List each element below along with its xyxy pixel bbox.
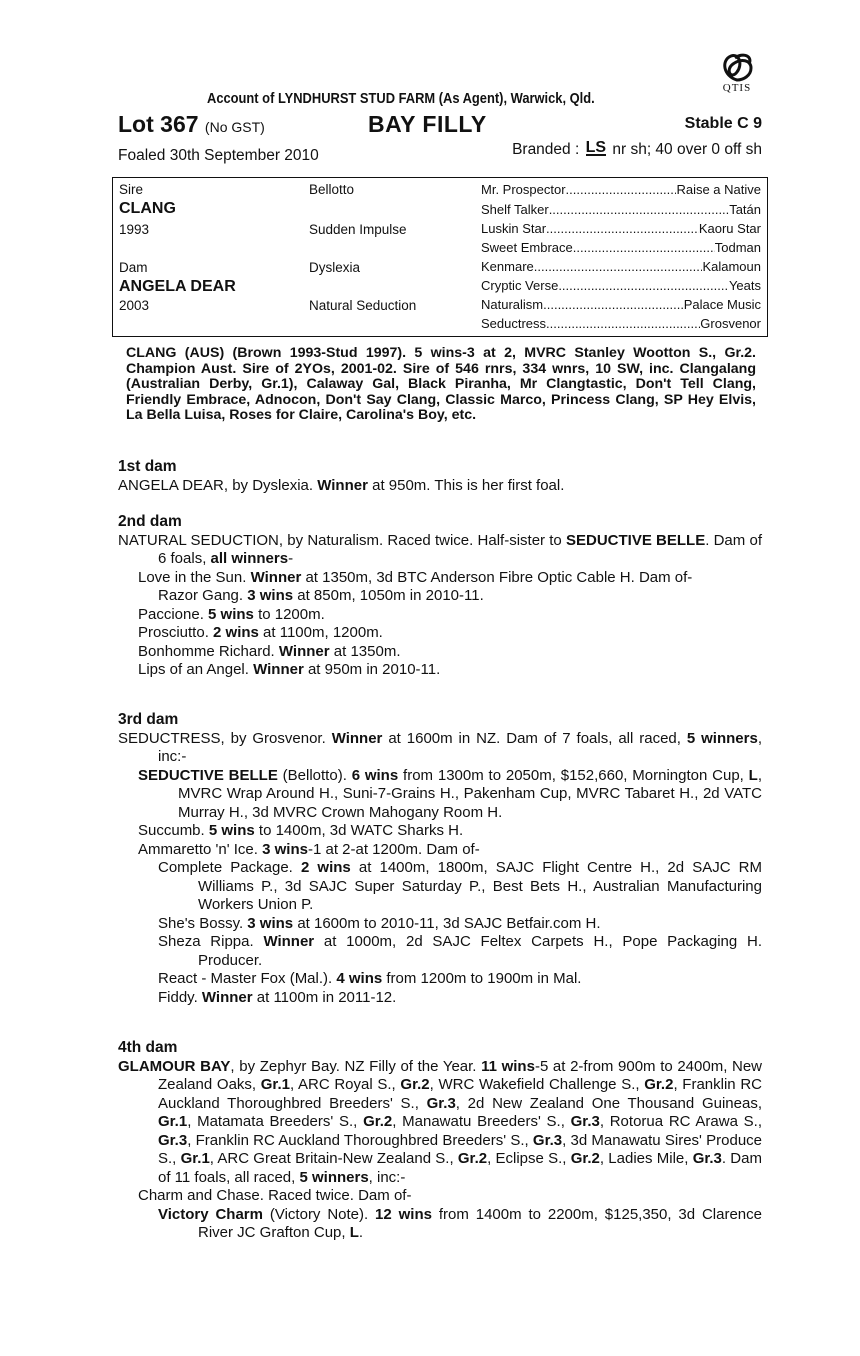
grandparent-row: [481, 316, 761, 331]
qtis-logo-text: QTIS: [722, 82, 752, 94]
section-heading: 2nd dam: [118, 513, 182, 530]
leader-dots: [534, 259, 703, 274]
progeny-entry: Lips of an Angel. Winner at 950m in 2010-11.: [138, 661, 441, 678]
grandparent-dam: Grosvenor: [700, 316, 761, 331]
grandparent-dam: Kaoru Star: [698, 221, 761, 236]
leader-dots: [549, 202, 730, 217]
progeny-entry: SEDUCTIVE BELLE (Bellotto). 6 wins from 1300m to 2050m, $152,660, Mornington Cup, L, MVRC Wrap Around H., Suni-7-Grains H., Pakenham Cup, MVRC Tabaret H., 2d VATC Murray H., 3d MVRC Crown Mahogany Room H.: [138, 766, 762, 821]
section-heading: 4th dam: [118, 1039, 178, 1056]
progeny-entry: Razor Gang. 3 wins at 850m, 1050m in 2010-11.: [158, 587, 484, 604]
leader-dots: [566, 182, 677, 197]
progeny-entry: Complete Package. 2 wins at 1400m, 1800m, SAJC Flight Centre H., 2d SAJC RM Williams P., 3d SAJC Super Saturday P., Best Bets H., Australian Manufacturing Workers Union P.: [158, 859, 762, 913]
grandparent-row: [481, 202, 761, 217]
leader-dots: [573, 240, 715, 255]
grandparent-sire: Cryptic Verse: [481, 278, 559, 293]
gst-note: (No GST): [204, 119, 265, 135]
third-dam-text: SEDUCTRESS, by Grosvenor. Winner at 1600m in NZ. Dam of 7 foals, all raced, 5 winners, inc:-: [118, 729, 762, 765]
vendor-account: Account of LYNDHURST STUD FARM (As Agent), Warwick, Qld.: [207, 90, 595, 107]
grandparent-dam: Palace Music: [683, 297, 761, 312]
progeny-entry: Prosciutto. 2 wins at 1100m, 1200m.: [138, 624, 383, 641]
lot-label: Lot 367: [118, 111, 199, 137]
dam-sire: Dyslexia: [309, 260, 361, 275]
fourth-dam-section: [118, 1039, 762, 1243]
sire-name: CLANG: [119, 200, 176, 217]
second-dam-section: [118, 513, 762, 680]
grandparent-row: [481, 221, 761, 236]
progeny-entry: React - Master Fox (Mal.). 4 wins from 1200m to 1900m in Mal.: [158, 970, 582, 987]
progeny-entry: Charm and Chase. Raced twice. Dam of-: [138, 1187, 412, 1204]
grandparent-row: [481, 278, 761, 293]
first-dam-text: ANGELA DEAR, by Dyslexia. Winner at 950m. This is her first foal.: [118, 476, 565, 494]
third-dam-section: [118, 711, 762, 1007]
section-heading: 3rd dam: [118, 711, 179, 728]
grandparent-sire: Seductress: [481, 316, 547, 331]
second-dam-text: NATURAL SEDUCTION, by Naturalism. Raced twice. Half-sister to SEDUCTIVE BELLE. Dam of 6 foals, all winners-: [118, 531, 762, 567]
grandparent-row: [481, 297, 761, 312]
grandparent-dam: Todman: [714, 240, 761, 255]
lot-header: [118, 111, 762, 141]
leader-dots: [546, 316, 700, 331]
lot-number: [118, 111, 265, 138]
stable-location: Stable C 9: [684, 115, 762, 132]
grandparent-sire: Naturalism: [481, 297, 544, 312]
progeny-entry: Succumb. 5 wins to 1400m, 3d WATC Sharks H.: [138, 822, 464, 839]
sire-year: 1993: [119, 222, 150, 237]
pedigree-table: [112, 177, 768, 337]
dam-label: Dam: [119, 260, 148, 275]
qtis-logo: [712, 50, 762, 94]
sire-label: Sire: [119, 182, 144, 197]
progeny-entry: She's Bossy. 3 wins at 1600m to 2010-11, 3d SAJC Betfair.com H.: [158, 914, 601, 932]
leader-dots: [558, 278, 729, 293]
leader-dots: [546, 221, 699, 236]
progeny-entry: Bonhomme Richard. Winner at 1350m.: [138, 642, 401, 660]
grandparent-dam: Raise a Native: [676, 182, 761, 197]
leader-dots: [543, 297, 684, 312]
section-heading: 1st dam: [118, 458, 177, 475]
progeny-entry: Sheza Rippa. Winner at 1000m, 2d SAJC Feltex Carpets H., Pope Packaging H. Producer.: [158, 933, 762, 969]
grandparent-row: [481, 240, 761, 255]
dam-year: 2003: [119, 298, 150, 313]
branded-prefix: Branded :: [512, 141, 580, 158]
sire-sire: Bellotto: [309, 182, 355, 197]
foaled-date: Foaled 30th September 2010: [118, 147, 319, 164]
brand-info: [512, 141, 762, 159]
first-dam-section: [118, 458, 762, 495]
dam-dam: Natural Seduction: [309, 298, 417, 313]
brand-mark: LS: [585, 139, 607, 156]
grandparent-row: [481, 259, 761, 274]
grandparent-dam: Yeats: [728, 278, 761, 293]
sire-summary: CLANG (AUS) (Brown 1993-Stud 1997). 5 wins-3 at 2, MVRC Stanley Wootton S., Gr.2. Champion Aust. Sire of 2YOs, 2001-02. Sire of 546 rnrs, 334 wnrs, 10 SW, inc. Clangalang (Australian Derby, Gr.1), Calaway Gal, Black Piranha, Mr Clangtastic, Don't Tell Clang, Friendly Embrace, Adnocon, Don't Say Clang, Classic Marco, Princess Clang, SP Hey Elvis, La Bella Luisa, Roses for Claire, Carolina's Boy, etc.: [126, 345, 756, 423]
dam-name: ANGELA DEAR: [119, 278, 236, 295]
grandparent-row: [481, 182, 761, 197]
lot-title: BAY FILLY: [368, 111, 487, 137]
grandparent-dam: Tatán: [729, 202, 761, 217]
grandparent-sire: Sweet Embrace: [481, 240, 573, 255]
grandparent-sire: Luskin Star: [481, 221, 547, 236]
fourth-dam-text: GLAMOUR BAY, by Zephyr Bay. NZ Filly of the Year. 11 wins-5 at 2-from 900m to 2400m, New Zealand Oaks, Gr.1, ARC Royal S., Gr.2, WRC Wakefield Challenge S., Gr.2, Franklin RC Auckland Thoroughbred Breeders' S., Gr.3, 2d New Zealand One Thousand Guineas, Gr.1, Matamata Breeders' S., Gr.2, Manawatu Breeders' S., Gr.3, Rotorua RC Arawa S., Gr.3, Franklin RC Auckland Thoroughbred Breeders' S., Gr.3, 3d Manawatu Sires' Produce S., Gr.1, ARC Great Britain-New Zealand S., Gr.2, Eclipse S., Gr.2, Ladies Mile, Gr.3. Dam of 11 foals, all raced, 5 winners, inc:-: [118, 1057, 763, 1186]
progeny-entry: Fiddy. Winner at 1100m in 2011-12.: [158, 988, 397, 1006]
progeny-entry: Victory Charm (Victory Note). 12 wins from 1400m to 2200m, $125,350, 3d Clarence River JC Grafton Cup, L.: [158, 1205, 762, 1241]
branded-suffix: nr sh; 40 over 0 off sh: [612, 141, 762, 158]
sire-dam: Sudden Impulse: [309, 222, 407, 237]
qtis-logo-icon: [717, 50, 757, 84]
grandparent-dam: Kalamoun: [702, 259, 761, 274]
progeny-entry: Paccione. 5 wins to 1200m.: [138, 605, 325, 623]
progeny-entry: Ammaretto 'n' Ice. 3 wins-1 at 2-at 1200m. Dam of-: [138, 840, 480, 858]
grandparent-sire: Shelf Talker: [481, 202, 549, 217]
progeny-entry: Love in the Sun. Winner at 1350m, 3d BTC Anderson Fibre Optic Cable H. Dam of-: [138, 568, 693, 586]
grandparent-sire: Mr. Prospector: [481, 182, 566, 197]
grandparent-sire: Kenmare: [481, 259, 534, 274]
